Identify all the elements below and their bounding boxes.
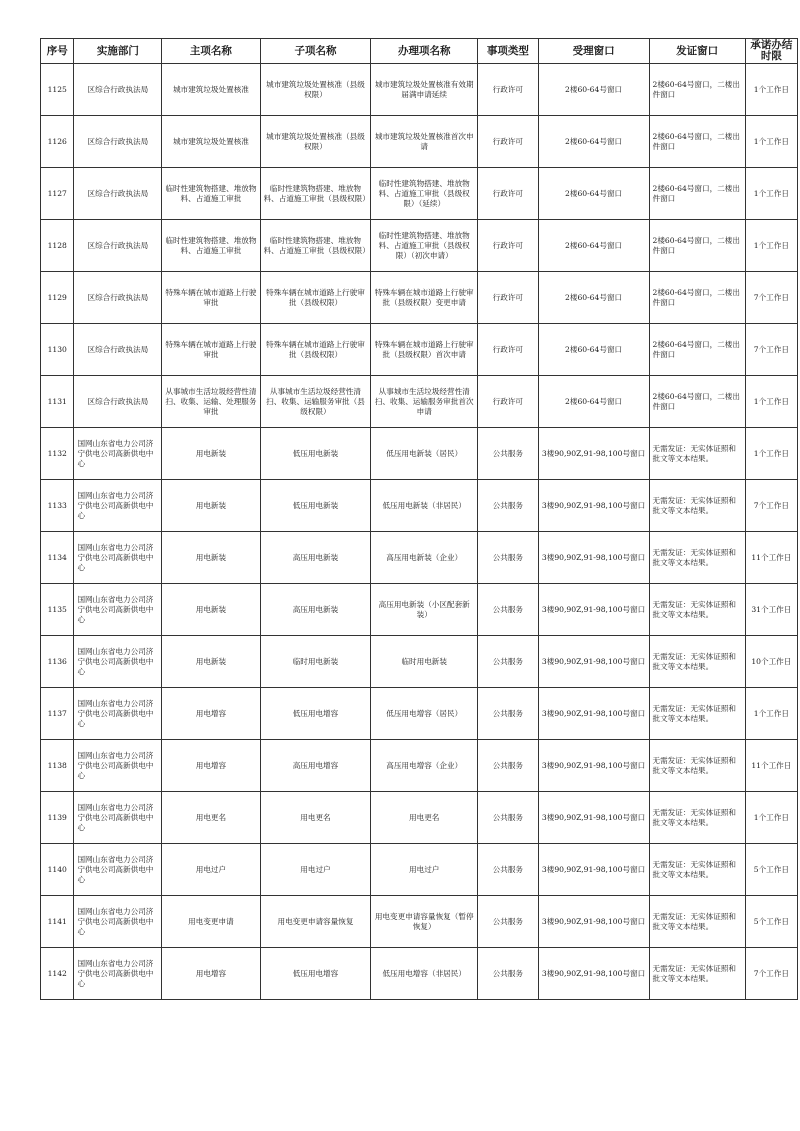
serial-number-cell: 1127	[41, 168, 74, 220]
serial-number-cell: 1131	[41, 376, 74, 428]
certificate-window-cell: 2楼60-64号窗口，二楼出件窗口	[649, 116, 745, 168]
time-limit-cell: 11个工作日	[745, 740, 797, 792]
item-type-cell: 公共服务	[478, 636, 539, 688]
item-type-cell: 公共服务	[478, 532, 539, 584]
acceptance-window-cell: 2楼60-64号窗口	[538, 168, 649, 220]
table-row	[41, 376, 798, 428]
table-row	[41, 532, 798, 584]
item-type-cell: 公共服务	[478, 428, 539, 480]
table-row	[41, 948, 798, 1000]
acceptance-window-cell: 3楼90,90Z,91-98,100号窗口	[538, 480, 649, 532]
sub-item-cell: 低压用电增容	[260, 948, 371, 1000]
certificate-window-cell: 无需发证：无实体证照和批文等文本结果。	[649, 896, 745, 948]
table-row	[41, 584, 798, 636]
serial-number-cell: 1125	[41, 64, 74, 116]
acceptance-window-cell: 3楼90,90Z,91-98,100号窗口	[538, 688, 649, 740]
table-row	[41, 792, 798, 844]
acceptance-window-cell: 2楼60-64号窗口	[538, 272, 649, 324]
time-limit-cell: 7个工作日	[745, 948, 797, 1000]
table-row	[41, 688, 798, 740]
serial-number-cell: 1126	[41, 116, 74, 168]
certificate-window-cell: 无需发证：无实体证照和批文等文本结果。	[649, 844, 745, 896]
certificate-window-cell: 无需发证：无实体证照和批文等文本结果。	[649, 688, 745, 740]
sub-item-cell: 用电更名	[260, 792, 371, 844]
handling-item-cell: 用电更名	[371, 792, 478, 844]
serial-number-cell: 1130	[41, 324, 74, 376]
sub-item-cell: 高压用电新装	[260, 532, 371, 584]
table-row	[41, 844, 798, 896]
item-type-cell: 行政许可	[478, 272, 539, 324]
main-item-cell: 用电更名	[162, 792, 260, 844]
certificate-window-cell: 2楼60-64号窗口，二楼出件窗口	[649, 324, 745, 376]
header-cell: 办理项名称	[371, 39, 478, 64]
acceptance-window-cell: 3楼90,90Z,91-98,100号窗口	[538, 428, 649, 480]
department-cell: 国网山东省电力公司济宁供电公司高新供电中心	[74, 480, 162, 532]
item-type-cell: 公共服务	[478, 584, 539, 636]
main-item-cell: 用电增容	[162, 948, 260, 1000]
acceptance-window-cell: 3楼90,90Z,91-98,100号窗口	[538, 740, 649, 792]
main-item-cell: 用电增容	[162, 740, 260, 792]
department-cell: 区综合行政执法局	[74, 220, 162, 272]
sub-item-cell: 特殊车辆在城市道路上行驶审批（县级权限）	[260, 272, 371, 324]
certificate-window-cell: 无需发证：无实体证照和批文等文本结果。	[649, 584, 745, 636]
acceptance-window-cell: 2楼60-64号窗口	[538, 116, 649, 168]
acceptance-window-cell: 3楼90,90Z,91-98,100号窗口	[538, 532, 649, 584]
item-type-cell: 行政许可	[478, 168, 539, 220]
header-cell: 主项名称	[162, 39, 260, 64]
time-limit-cell: 5个工作日	[745, 896, 797, 948]
table-row	[41, 64, 798, 116]
handling-item-cell: 用电过户	[371, 844, 478, 896]
header-cell: 事项类型	[478, 39, 539, 64]
acceptance-window-cell: 3楼90,90Z,91-98,100号窗口	[538, 896, 649, 948]
time-limit-cell: 1个工作日	[745, 428, 797, 480]
time-limit-cell: 1个工作日	[745, 688, 797, 740]
certificate-window-cell: 2楼60-64号窗口，二楼出件窗口	[649, 272, 745, 324]
main-item-cell: 临时性建筑物搭建、堆放物料、占道施工审批	[162, 220, 260, 272]
table-row	[41, 272, 798, 324]
handling-item-cell: 临时性建筑物搭建、堆放物料、占道施工审批（县级权限）（延续）	[371, 168, 478, 220]
item-type-cell: 公共服务	[478, 740, 539, 792]
acceptance-window-cell: 2楼60-64号窗口	[538, 220, 649, 272]
serial-number-cell: 1141	[41, 896, 74, 948]
main-item-cell: 用电增容	[162, 688, 260, 740]
serial-number-cell: 1135	[41, 584, 74, 636]
certificate-window-cell: 无需发证：无实体证照和批文等文本结果。	[649, 792, 745, 844]
acceptance-window-cell: 2楼60-64号窗口	[538, 324, 649, 376]
table-row	[41, 428, 798, 480]
serial-number-cell: 1129	[41, 272, 74, 324]
item-type-cell: 行政许可	[478, 64, 539, 116]
table-row	[41, 220, 798, 272]
header-cell: 承诺办结时限	[745, 39, 797, 64]
sub-item-cell: 高压用电增容	[260, 740, 371, 792]
sub-item-cell: 特殊车辆在城市道路上行驶审批（县级权限）	[260, 324, 371, 376]
sub-item-cell: 用电变更申请容量恢复	[260, 896, 371, 948]
header-cell: 实施部门	[74, 39, 162, 64]
table-row	[41, 168, 798, 220]
time-limit-cell: 1个工作日	[745, 792, 797, 844]
acceptance-window-cell: 3楼90,90Z,91-98,100号窗口	[538, 948, 649, 1000]
main-item-cell: 城市建筑垃圾处置核准	[162, 64, 260, 116]
handling-item-cell: 城市建筑垃圾处置核准有效期届满申请延续	[371, 64, 478, 116]
acceptance-window-cell: 3楼90,90Z,91-98,100号窗口	[538, 584, 649, 636]
handling-item-cell: 特殊车辆在城市道路上行驶审批（县级权限）变更申请	[371, 272, 478, 324]
time-limit-cell: 1个工作日	[745, 220, 797, 272]
handling-item-cell: 高压用电新装（小区配套新装）	[371, 584, 478, 636]
handling-item-cell: 高压用电增容（企业）	[371, 740, 478, 792]
handling-item-cell: 从事城市生活垃圾经营性清扫、收集、运输服务审批首次申请	[371, 376, 478, 428]
handling-item-cell: 用电变更申请容量恢复（暂停恢复）	[371, 896, 478, 948]
certificate-window-cell: 无需发证：无实体证照和批文等文本结果。	[649, 532, 745, 584]
department-cell: 区综合行政执法局	[74, 116, 162, 168]
handling-item-cell: 高压用电新装（企业）	[371, 532, 478, 584]
handling-item-cell: 低压用电增容（居民）	[371, 688, 478, 740]
sub-item-cell: 低压用电新装	[260, 480, 371, 532]
header-cell: 受理窗口	[538, 39, 649, 64]
department-cell: 区综合行政执法局	[74, 376, 162, 428]
serial-number-cell: 1137	[41, 688, 74, 740]
main-item-cell: 特殊车辆在城市道路上行驶审批	[162, 272, 260, 324]
item-type-cell: 公共服务	[478, 948, 539, 1000]
table-header-row	[41, 39, 798, 64]
main-item-cell: 用电新装	[162, 636, 260, 688]
certificate-window-cell: 无需发证：无实体证照和批文等文本结果。	[649, 480, 745, 532]
sub-item-cell: 临时用电新装	[260, 636, 371, 688]
department-cell: 国网山东省电力公司济宁供电公司高新供电中心	[74, 584, 162, 636]
handling-item-cell: 城市建筑垃圾处置核准首次申请	[371, 116, 478, 168]
handling-item-cell: 特殊车辆在城市道路上行驶审批（县级权限）首次申请	[371, 324, 478, 376]
serial-number-cell: 1139	[41, 792, 74, 844]
certificate-window-cell: 无需发证：无实体证照和批文等文本结果。	[649, 948, 745, 1000]
department-cell: 国网山东省电力公司济宁供电公司高新供电中心	[74, 636, 162, 688]
serial-number-cell: 1128	[41, 220, 74, 272]
sub-item-cell: 低压用电新装	[260, 428, 371, 480]
department-cell: 国网山东省电力公司济宁供电公司高新供电中心	[74, 896, 162, 948]
acceptance-window-cell: 3楼90,90Z,91-98,100号窗口	[538, 792, 649, 844]
item-type-cell: 行政许可	[478, 220, 539, 272]
item-type-cell: 公共服务	[478, 792, 539, 844]
time-limit-cell: 31个工作日	[745, 584, 797, 636]
certificate-window-cell: 2楼60-64号窗口，二楼出件窗口	[649, 376, 745, 428]
main-item-cell: 用电新装	[162, 532, 260, 584]
sub-item-cell: 高压用电新装	[260, 584, 371, 636]
department-cell: 国网山东省电力公司济宁供电公司高新供电中心	[74, 792, 162, 844]
certificate-window-cell: 2楼60-64号窗口，二楼出件窗口	[649, 220, 745, 272]
time-limit-cell: 7个工作日	[745, 480, 797, 532]
time-limit-cell: 1个工作日	[745, 64, 797, 116]
department-cell: 区综合行政执法局	[74, 64, 162, 116]
handling-item-cell: 低压用电新装（居民）	[371, 428, 478, 480]
serial-number-cell: 1133	[41, 480, 74, 532]
main-item-cell: 特殊车辆在城市道路上行驶审批	[162, 324, 260, 376]
main-item-cell: 用电新装	[162, 480, 260, 532]
main-item-cell: 用电变更申请	[162, 896, 260, 948]
department-cell: 国网山东省电力公司济宁供电公司高新供电中心	[74, 740, 162, 792]
sub-item-cell: 从事城市生活垃圾经营性清扫、收集、运输服务审批（县级权限）	[260, 376, 371, 428]
header-cell: 发证窗口	[649, 39, 745, 64]
handling-item-cell: 临时性建筑物搭建、堆放物料、占道施工审批（县级权限）（初次申请）	[371, 220, 478, 272]
table-row	[41, 740, 798, 792]
certificate-window-cell: 2楼60-64号窗口，二楼出件窗口	[649, 64, 745, 116]
main-item-cell: 临时性建筑物搭建、堆放物料、占道施工审批	[162, 168, 260, 220]
sub-item-cell: 低压用电增容	[260, 688, 371, 740]
acceptance-window-cell: 2楼60-64号窗口	[538, 64, 649, 116]
main-item-cell: 用电新装	[162, 584, 260, 636]
table-row	[41, 896, 798, 948]
item-type-cell: 公共服务	[478, 896, 539, 948]
time-limit-cell: 1个工作日	[745, 376, 797, 428]
table-body	[41, 64, 798, 1000]
time-limit-cell: 5个工作日	[745, 844, 797, 896]
serial-number-cell: 1138	[41, 740, 74, 792]
department-cell: 国网山东省电力公司济宁供电公司高新供电中心	[74, 532, 162, 584]
main-item-cell: 从事城市生活垃圾经营性清扫、收集、运输、处理服务审批	[162, 376, 260, 428]
certificate-window-cell: 无需发证：无实体证照和批文等文本结果。	[649, 428, 745, 480]
serial-number-cell: 1142	[41, 948, 74, 1000]
certificate-window-cell: 无需发证：无实体证照和批文等文本结果。	[649, 740, 745, 792]
sub-item-cell: 临时性建筑物搭建、堆放物料、占道施工审批（县级权限）	[260, 220, 371, 272]
time-limit-cell: 10个工作日	[745, 636, 797, 688]
table-row	[41, 480, 798, 532]
department-cell: 区综合行政执法局	[74, 168, 162, 220]
acceptance-window-cell: 2楼60-64号窗口	[538, 376, 649, 428]
serial-number-cell: 1134	[41, 532, 74, 584]
header-cell: 子项名称	[260, 39, 371, 64]
item-type-cell: 公共服务	[478, 480, 539, 532]
service-items-table	[40, 38, 798, 1000]
serial-number-cell: 1140	[41, 844, 74, 896]
department-cell: 区综合行政执法局	[74, 324, 162, 376]
department-cell: 国网山东省电力公司济宁供电公司高新供电中心	[74, 948, 162, 1000]
handling-item-cell: 低压用电新装（非居民）	[371, 480, 478, 532]
main-item-cell: 用电新装	[162, 428, 260, 480]
department-cell: 区综合行政执法局	[74, 272, 162, 324]
department-cell: 国网山东省电力公司济宁供电公司高新供电中心	[74, 688, 162, 740]
serial-number-cell: 1136	[41, 636, 74, 688]
acceptance-window-cell: 3楼90,90Z,91-98,100号窗口	[538, 636, 649, 688]
sub-item-cell: 城市建筑垃圾处置核准（县级权限）	[260, 116, 371, 168]
item-type-cell: 公共服务	[478, 688, 539, 740]
department-cell: 国网山东省电力公司济宁供电公司高新供电中心	[74, 428, 162, 480]
time-limit-cell: 7个工作日	[745, 324, 797, 376]
serial-number-cell: 1132	[41, 428, 74, 480]
time-limit-cell: 7个工作日	[745, 272, 797, 324]
item-type-cell: 公共服务	[478, 844, 539, 896]
acceptance-window-cell: 3楼90,90Z,91-98,100号窗口	[538, 844, 649, 896]
table-row	[41, 116, 798, 168]
time-limit-cell: 11个工作日	[745, 532, 797, 584]
item-type-cell: 行政许可	[478, 324, 539, 376]
table-row	[41, 324, 798, 376]
item-type-cell: 行政许可	[478, 376, 539, 428]
time-limit-cell: 1个工作日	[745, 116, 797, 168]
main-item-cell: 城市建筑垃圾处置核准	[162, 116, 260, 168]
sub-item-cell: 城市建筑垃圾处置核准（县级权限）	[260, 64, 371, 116]
certificate-window-cell: 无需发证：无实体证照和批文等文本结果。	[649, 636, 745, 688]
sub-item-cell: 临时性建筑物搭建、堆放物料、占道施工审批（县级权限）	[260, 168, 371, 220]
handling-item-cell: 低压用电增容（非居民）	[371, 948, 478, 1000]
table-row	[41, 636, 798, 688]
handling-item-cell: 临时用电新装	[371, 636, 478, 688]
main-item-cell: 用电过户	[162, 844, 260, 896]
time-limit-cell: 1个工作日	[745, 168, 797, 220]
header-cell: 序号	[41, 39, 74, 64]
sub-item-cell: 用电过户	[260, 844, 371, 896]
item-type-cell: 行政许可	[478, 116, 539, 168]
department-cell: 国网山东省电力公司济宁供电公司高新供电中心	[74, 844, 162, 896]
certificate-window-cell: 2楼60-64号窗口，二楼出件窗口	[649, 168, 745, 220]
